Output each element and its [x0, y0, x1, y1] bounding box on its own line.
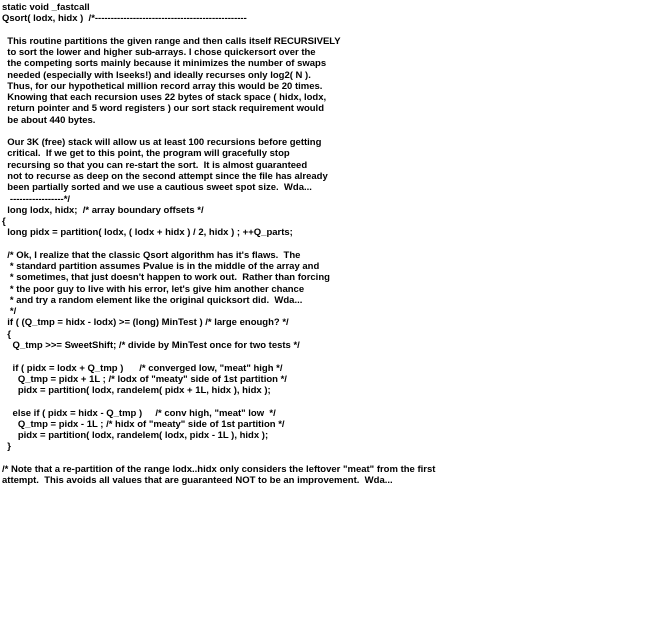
- code-line: recursing so that you can re-start the sort. It is almost guaranteed: [2, 159, 308, 171]
- code-line: Knowing that each recursion uses 22 bytes of stack space ( hidx, lodx,: [2, 92, 327, 104]
- code-line: Q_tmp = pidx - 1L ; /* hidx of "meaty" side of 1st partition */: [2, 418, 285, 430]
- code-line: /* Ok, I realize that the classic Qsort algorithm has it's flaws. The: [2, 249, 301, 261]
- code-line: Q_tmp >>= SweetShift; /* divide by MinTest once for two tests */: [2, 339, 300, 351]
- code-line: /* Note that a re-partition of the range lodx..hidx only considers the leftover "meat" from the first: [2, 463, 436, 475]
- code-line: if ( pidx = lodx + Q_tmp ) /* converged low, "meat" high */: [2, 362, 283, 374]
- code-line: * and try a random element like the original quicksort did. Wda...: [2, 294, 303, 306]
- code-line: static void _fastcall: [2, 2, 90, 13]
- code-line: * the poor guy to live with his error, let's give him another chance: [2, 283, 305, 295]
- code-line: [2, 396, 662, 407]
- code-line: be about 440 bytes.: [2, 114, 96, 126]
- code-line: critical. If we get to this point, the program will gracefully stop: [2, 148, 290, 160]
- code-line: been partially sorted and we use a cautious sweet spot size. Wda...: [2, 182, 312, 194]
- code-line: -----------------*/: [2, 193, 71, 205]
- code-line: if ( (Q_tmp = hidx - lodx) >= (long) MinTest ) /* large enough? */: [2, 317, 289, 329]
- code-listing: [2, 2, 662, 486]
- code-line: */: [2, 306, 17, 318]
- code-line: * standard partition assumes Pvalue is in the middle of the array and: [2, 261, 320, 273]
- code-line: not to recurse as deep on the second attempt since the file has already: [2, 170, 328, 182]
- code-line: return pointer and 5 word registers ) our sort stack requirement would: [2, 103, 325, 115]
- code-line: This routine partitions the given range and then calls itself RECURSIVELY: [2, 35, 341, 47]
- code-line: [2, 126, 662, 137]
- code-line: [2, 25, 662, 36]
- code-line: pidx = partition( lodx, randelem( pidx + 1L, hidx ), hidx );: [2, 385, 271, 397]
- code-line: }: [2, 441, 11, 453]
- code-line: Our 3K (free) stack will allow us at least 100 recursions before getting: [2, 137, 322, 149]
- code-line: needed (especially with lseeks!) and ideally recurses only log2( N ).: [2, 69, 311, 81]
- code-line: long pidx = partition( lodx, ( lodx + hidx ) / 2, hidx ) ; ++Q_parts;: [2, 227, 293, 239]
- code-line: pidx = partition( lodx, randelem( lodx, pidx - 1L ), hidx );: [2, 430, 269, 442]
- code-line: [2, 453, 662, 464]
- code-line: Thus, for our hypothetical million record array this would be 20 times.: [2, 80, 323, 92]
- code-line: * sometimes, that just doesn't happen to work out. Rather than forcing: [2, 272, 330, 284]
- code-line: {: [2, 216, 6, 228]
- code-line: else if ( pidx = hidx - Q_tmp ) /* conv high, "meat" low */: [2, 407, 276, 419]
- code-line: to sort the lower and higher sub-arrays. I chose quickersort over the: [2, 47, 316, 59]
- code-line: the competing sorts mainly because it minimizes the number of swaps: [2, 58, 327, 70]
- code-line: long lodx, hidx; /* array boundary offsets */: [2, 204, 204, 216]
- code-line: [2, 351, 662, 362]
- code-line: Q_tmp = pidx + 1L ; /* lodx of "meaty" side of 1st partition */: [2, 373, 287, 385]
- code-line: Qsort( lodx, hidx ) /*------------------------------------------------: [2, 13, 247, 25]
- code-line: attempt. This avoids all values that are guaranteed NOT to be an improvement. Wda...: [2, 475, 393, 487]
- code-line: [2, 239, 662, 250]
- code-line: {: [2, 328, 11, 340]
